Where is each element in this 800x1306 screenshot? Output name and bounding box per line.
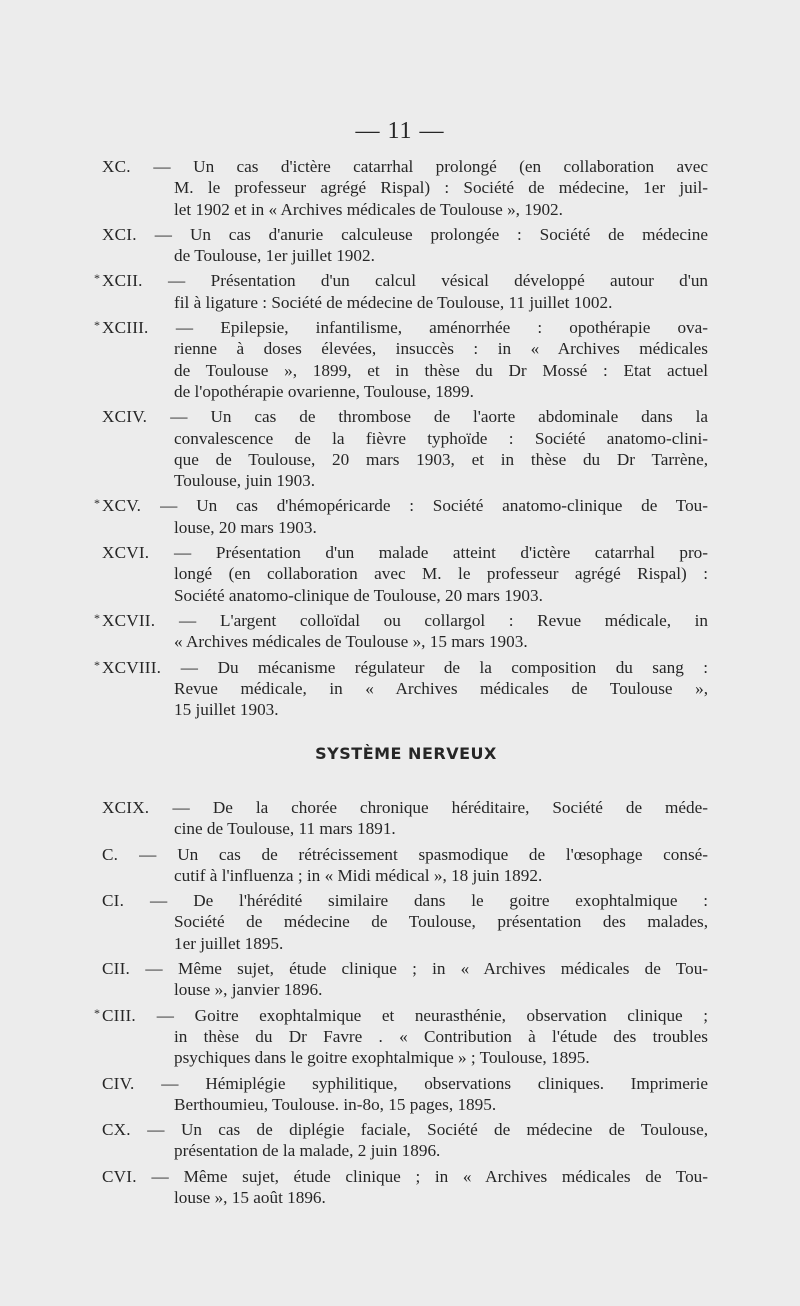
entry-number: XCVIII. — (102, 657, 199, 677)
entry-text-line: Hémiplégie syphilitique, observations cliniques. Imprimerie (205, 1073, 708, 1093)
entry-text-line: fil à ligature : Société de médecine de Toulouse, 11 juillet 1002. (174, 292, 613, 312)
entry-text-line: Un cas d'anurie calculeuse prolongée : Société de médecine (189, 224, 708, 244)
bibliography-entry (102, 797, 708, 840)
entry-text-line: Goitre exophtalmique et neurasthénie, observation clinique ; (194, 1005, 708, 1025)
entry-text-line: Epilepsie, infantilisme, aménorrhée : opothérapie ova- (220, 318, 708, 338)
asterisk-mark: * (94, 1005, 100, 1020)
entry-text-line: Même sujet, étude clinique ; in « Archives médicales de Tou- (178, 959, 708, 979)
entry-text-line: Un cas de thrombose de l'aorte abdominale dans la (210, 407, 708, 427)
entry-number: XCIII. — (102, 318, 194, 338)
entry-number: XCIX. — (102, 798, 190, 817)
bibliography-entry (94, 1005, 708, 1069)
entry-number: C. — (102, 844, 157, 864)
bibliography-entry (102, 156, 708, 220)
asterisk-mark: * (94, 318, 100, 333)
page-number: — 11 — (355, 118, 445, 144)
entry-text-line: cutif à l'influenza ; in « Midi médical », 18 juin 1892. (174, 865, 543, 885)
asterisk-mark: * (94, 657, 100, 672)
entry-text-line: De l'hérédité similaire dans le goitre exophtalmique : (193, 891, 708, 911)
entry-number: XCVII. — (102, 610, 197, 630)
entry-text-line: 1er juillet 1895. (174, 933, 284, 953)
entry-text-line: que de Toulouse, 20 mars 1903, et in thèse du Dr Tarrène, (174, 449, 708, 469)
bibliography-entry (94, 610, 708, 653)
bibliography-entry (102, 890, 708, 954)
entry-text-line: Même sujet, étude clinique ; in « Archives médicales de Tou- (183, 1166, 708, 1186)
entry-text-line: convalescence de la fièvre typhoïde : Société anatomo-clini- (174, 428, 708, 448)
entry-text-line: De la chorée chronique héréditaire, Société de méde- (212, 798, 708, 817)
entry-text-line: louse », janvier 1896. (174, 980, 323, 1000)
entry-text-line: Un cas de diplégie faciale, Société de médecine de Toulouse, (180, 1120, 708, 1140)
entry-text-line: longé (en collaboration avec M. le professeur agrégé Rispal) : (174, 564, 708, 584)
entry-number: CI. — (102, 891, 168, 911)
entry-text-line: M. le professeur agrégé Rispal) : Société de médecine, 1er juil- (174, 178, 708, 198)
asterisk-mark: * (94, 271, 100, 286)
bibliography-entry (94, 495, 708, 538)
entry-text-line: Berthoumieu, Toulouse. in-8o, 15 pages, 1895. (174, 1094, 497, 1114)
entry-number: XCI. — (102, 224, 173, 244)
bibliography-entry (102, 406, 708, 491)
bibliography-entry (102, 1166, 708, 1209)
entry-text-line: psychiques dans le goitre exophtalmique » ; Toulouse, 1895. (174, 1048, 590, 1068)
entry-text-line: Toulouse, juin 1903. (174, 471, 316, 491)
entry-number: CVI. — (102, 1166, 169, 1186)
asterisk-mark: * (94, 496, 100, 511)
bibliography-entry (94, 270, 708, 313)
entry-text-line: 15 juillet 1903. (174, 700, 279, 720)
asterisk-mark: * (94, 610, 100, 625)
bibliography-entry (102, 1119, 708, 1162)
entry-text-line: louse », 15 août 1896. (174, 1188, 326, 1208)
entry-number: CX. — (102, 1120, 165, 1140)
entry-number: XCVI. — (102, 543, 192, 563)
bibliography-entry (102, 542, 708, 606)
entry-text-line: présentation de la malade, 2 juin 1896. (174, 1141, 441, 1161)
entry-text-line: de Toulouse, 1er juillet 1902. (174, 246, 375, 266)
entry-number: XCII. — (102, 271, 186, 291)
entry-text-line: let 1902 et in « Archives médicales de Toulouse », 1902. (174, 199, 563, 219)
entry-text-line: Présentation d'un malade atteint d'ictère catarrhal pro- (215, 543, 708, 563)
entry-text-line: Revue médicale, in « Archives médicales de Toulouse », (174, 678, 708, 698)
bibliography-entry (102, 844, 708, 887)
entry-text-line: L'argent colloïdal ou collargol : Revue médicale, in (220, 610, 708, 630)
entry-text-line: cine de Toulouse, 11 mars 1891. (174, 819, 396, 839)
bibliography-entry (94, 657, 708, 721)
entry-text-line: louse, 20 mars 1903. (174, 517, 317, 537)
bibliography-entry (94, 317, 708, 402)
entry-number: XCIV. — (102, 407, 188, 427)
bibliography-entry (102, 224, 708, 267)
entry-text-line: in thèse du Dr Favre . « Contribution à l'étude des troubles (174, 1026, 708, 1046)
entry-text-line: Du mécanisme régulateur de la composition du sang : (217, 657, 708, 677)
entry-number: CIV. — (102, 1073, 179, 1093)
entry-number: CII. — (102, 959, 163, 979)
entry-number: XC. — (102, 157, 171, 176)
bibliography-entry (102, 958, 708, 1001)
entry-text-line: Société de médecine de Toulouse, présentation des malades, (174, 912, 708, 932)
entry-text-line: de Toulouse », 1899, et in thèse du Dr Mossé : Etat actuel (174, 360, 708, 380)
entry-text-line: rienne à doses élevées, insuccès : in « Archives médicales (174, 339, 708, 359)
entry-text-line: Société anatomo-clinique de Toulouse, 20 mars 1903. (174, 585, 543, 605)
entry-text-line: « Archives médicales de Toulouse », 15 mars 1903. (174, 632, 528, 652)
bibliography-list-bottom (94, 797, 708, 1212)
bibliography-list-top (94, 156, 708, 724)
entry-number: CIII. — (102, 1005, 175, 1025)
entry-text-line: Un cas d'ictère catarrhal prolongé (en collaboration avec (193, 157, 708, 176)
section-heading: SYSTÈME NERVEUX (315, 744, 497, 763)
entry-text-line: Présentation d'un calcul vésical développé autour d'un (210, 271, 708, 291)
entry-text-line: Un cas d'hémopéricarde : Société anatomo-clinique de Tou- (196, 496, 708, 516)
entry-number: XCV. — (102, 496, 178, 516)
entry-text-line: de l'opothérapie ovarienne, Toulouse, 1899. (174, 381, 474, 401)
bibliography-entry (102, 1073, 708, 1116)
entry-text-line: Un cas de rétrécissement spasmodique de l'œsophage consé- (177, 844, 708, 864)
